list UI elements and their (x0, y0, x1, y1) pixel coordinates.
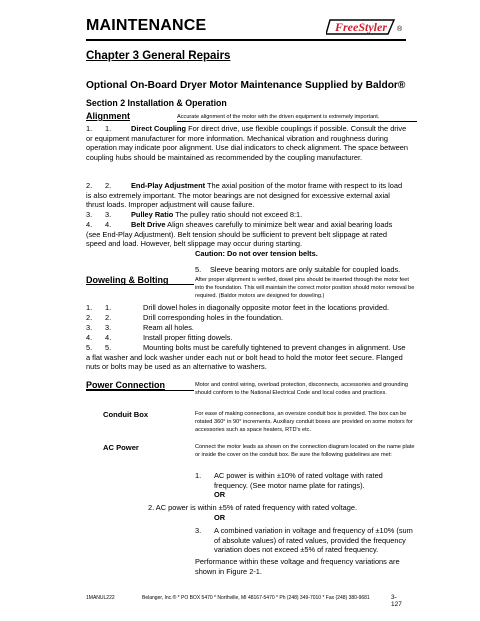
page-subtitle: Optional On-Board Dryer Motor Maintenance Supplied by Baldor® (86, 80, 406, 91)
ac-item-2-text: 2. AC power is within ±5% of rated frequency with rated voltage. (148, 503, 358, 512)
footer-doc-id: 1MANUL222 (86, 595, 115, 601)
power-intro: Motor and control wiring, overload protection, disconnects, accessories and grounding should conform to the National Electrical Code and local codes and practices. (195, 382, 408, 397)
ac-power-label: AC Power (103, 443, 139, 452)
alignment-item-2: 2. 2. End-Play Adjustment The axial position of the motor frame with respect to its load is also extremely important. The motor bearings are not designed for excessive external axial thrust loads. Improper adjustment will cause failure. (86, 181, 403, 210)
ac-item-1-text: AC power is within ±10% of rated voltage with rated frequency. (See motor name plate for ratings). (214, 471, 383, 490)
alignment-intro: Accurate alignment of the motor with the driven equipment is extremely important. (177, 113, 417, 122)
conduit-box-label: Conduit Box (103, 410, 149, 419)
caution-note: Caution: Do not over tension belts. (195, 249, 318, 258)
doweling-item-5: 5. 5. Mounting bolts must be carefully tightened to prevent changes in alignment. Use a flat washer and lock washer under each nut or bolt head to hold the motor feet secure. Flanged nuts or bolts may be used as an alternative to washers. (86, 343, 406, 372)
ac-item-3-number: 3. (195, 526, 202, 535)
alignment-heading: Alignment (86, 111, 130, 121)
ac-power-text: Connect the motor leads as shown on the connection diagram located on the name plate or inside the cover on the conduit box. Be sure the following guidelines are met: (195, 444, 415, 459)
doweling-intro: After proper alignment is verified, dowel pins should be inserted through the motor feet into the foundation. This will maintain the correct motor position should motor removal be required. (Baldor motors are designed for doweling.) (195, 277, 415, 300)
alignment-item-3: 3. 3. Pulley Ratio The pulley ratio should not exceed 8:1. (86, 210, 303, 219)
power-heading-rule (86, 390, 194, 391)
footer-page-number: 3-127 (391, 594, 402, 608)
doweling-heading-rule (86, 284, 194, 285)
logo-wordmark: FreeStyler (335, 20, 387, 34)
doweling-item-3: 3. 3. Ream all holes. (86, 323, 194, 332)
freestyler-logo (326, 17, 406, 37)
power-connection-heading: Power Connection (86, 380, 166, 390)
ac-or-1: OR (214, 490, 226, 499)
logo-registered-mark: ® (397, 26, 403, 33)
ac-closing-text: Performance within these voltage and frequency variations are shown in Figure 2-1. (195, 557, 400, 576)
doweling-heading: Doweling & Bolting (86, 275, 169, 285)
conduit-box-text: For ease of making connections, an oversize conduit box is provided. The box can be rotated 360° in 90° increments. Auxiliary conduit boxes are provided on some motors for accessories such as space heaters, RTD's etc. (195, 411, 413, 434)
alignment-item-4: 4. 4. Belt Drive Align sheaves carefully to minimize belt wear and axial bearing loads (see End-Play Adjustment). Belt tension should be sufficient to prevent belt slippage at rated speed and load. However, belt slippage may occur during starting. (86, 220, 393, 249)
ac-or-2: OR (214, 513, 226, 522)
footer-company-info: Belanger, Inc.® * PO BOX 5470 * Northville, MI 48167-5470 * Ph (248) 349-7010 * Fax (248) 380-9681 (142, 595, 370, 601)
doweling-item-1: 1. 1. Drill dowel holes in diagonally opposite motor feet in the locations provided. (86, 303, 390, 312)
page-header-title: MAINTENANCE (86, 17, 207, 34)
alignment-item-5: 5. Sleeve bearing motors are only suitable for coupled loads. (195, 265, 401, 274)
ac-item-1-number: 1. (195, 471, 202, 480)
ac-item-3-text: A combined variation in voltage and frequency of ±10% (sum of absolute values) of rated values, provided the frequency variation does not exceed ±5% of rated frequency. (214, 526, 413, 555)
alignment-item-1: 1. 1. Direct Coupling For direct drive, use flexible couplings if possible. Consult the drive or equipment manufacturer for more information. Mechanical vibration and roughness during operation may indicate poor alignment. Use dial indicators to check alignment. The space between coupling hubs should be maintained as recommended by the coupling manufacturer. (86, 124, 408, 162)
header-rule (86, 39, 406, 41)
chapter-title: Chapter 3 General Repairs (86, 50, 231, 62)
section-title: Section 2 Installation & Operation (86, 98, 227, 108)
doweling-item-2: 2. 2. Drill corresponding holes in the foundation. (86, 313, 284, 322)
doweling-item-4: 4. 4. Install proper fitting dowels. (86, 333, 233, 342)
